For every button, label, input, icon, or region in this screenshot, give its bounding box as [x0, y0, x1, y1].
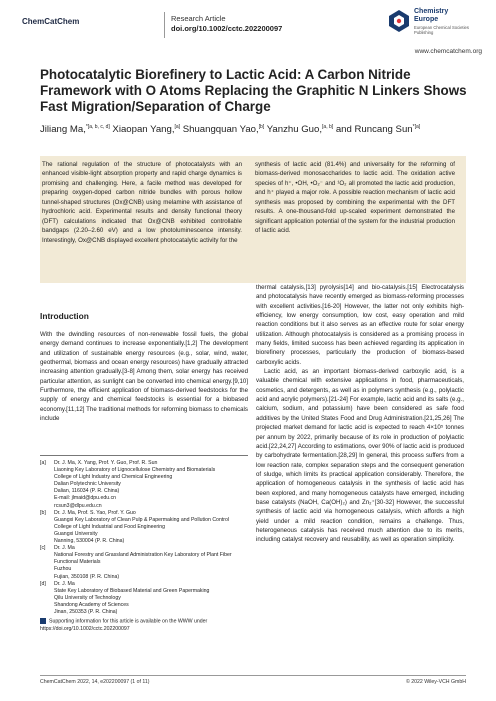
logo-subtitle: European Chemical Societies Publishing	[414, 25, 469, 35]
affiliation-row	[40, 524, 248, 531]
supporting-info-icon	[40, 618, 46, 624]
affiliation-row	[40, 538, 248, 545]
intro-left-column	[40, 330, 248, 423]
affiliation-tag	[40, 495, 54, 502]
affiliation-tag: [c]	[40, 545, 46, 552]
affiliation-text: College of Light Industrial and Food Engineering	[54, 523, 166, 530]
author-name[interactable]: and Runcang Sun	[333, 124, 413, 136]
article-title: Photocatalytic Biorefinery to Lactic Acid: A Carbon Nitride Framework with O Atoms Replacing the Graphitic N Linkers Shows Fast Migration/Separation of Charge	[40, 67, 467, 114]
affiliation-row	[40, 488, 248, 495]
affiliation-tag: [a]	[40, 460, 46, 466]
author-name[interactable]: Jiliang Ma,	[40, 124, 86, 136]
affiliation-row	[40, 566, 248, 573]
affiliation-row	[40, 460, 248, 467]
author-list	[40, 124, 480, 135]
supporting-info-text: Supporting information for this article is available on the WWW under https://doi.org/10.1002/cctc.202200097	[40, 618, 208, 632]
affiliation-tag	[40, 574, 54, 581]
affiliation-row	[40, 545, 248, 552]
affiliations	[40, 460, 248, 633]
header-divider	[164, 12, 165, 38]
author-affiliation: *[a]	[412, 124, 421, 130]
affiliation-tag	[40, 517, 54, 524]
affiliation-text: State Key Laboratory of Biobased Material and Green Papermaking	[54, 587, 210, 594]
affiliation-tag: [b]	[40, 509, 46, 516]
affiliation-text: College of Light Industry and Chemical Engineering	[54, 474, 173, 481]
intro-right-column	[256, 283, 464, 545]
affiliation-tag	[40, 566, 54, 573]
abstract-box	[40, 156, 466, 283]
logo-line2: Europe	[414, 16, 439, 23]
affiliation-text: Fuzhou	[54, 566, 72, 573]
affiliation-tag	[40, 609, 54, 616]
affiliation-text: Dr. J. Ma	[54, 580, 75, 587]
affiliation-tag	[40, 467, 54, 474]
affiliation-row	[40, 510, 248, 517]
affiliation-tag: [d]	[40, 580, 46, 587]
author-affiliation: [b]	[258, 124, 265, 130]
intro-paragraph: With the dwindling resources of non-renewable fossil fuels, the global energy demand continues to increase exponentially.[1,2] The development and utilization of sustainable energy resources (e.g., solar, wind, water, geothermal, biomass and ocean energy resources) have gradually attracted increasing attention gradually.[3-8] Among them, solar energy has received particular attention, as sunlight can be converted into chemical energy.[9,10] Furthermore, the efficient application of biomass-derived feedstocks for the supply of energy and chemical feedstocks is essential for a biobased economy.[11,12] The traditional methods for reforming biomass to chemicals include	[40, 331, 248, 423]
affiliation-text: Dr. J. Ma	[54, 545, 75, 552]
affiliation-text: Dalian, 116034 (P. R. China)	[54, 488, 120, 495]
affiliation-text: Qilu University of Technology	[54, 594, 121, 601]
author-name[interactable]: Shuangquan Yao,	[180, 124, 259, 136]
affiliation-text: Dr. J. Ma, X. Yang, Prof. Y. Guo, Prof. R. Sun	[54, 460, 158, 466]
affiliation-row	[40, 474, 248, 481]
affiliation-row	[40, 517, 248, 524]
author-name[interactable]: Xiaopan Yang,	[109, 124, 175, 136]
author-affiliation: [a, b]	[322, 124, 334, 130]
affiliation-text: Jinan, 250353 (P. R. China)	[54, 608, 118, 615]
affiliation-row	[40, 595, 248, 602]
affiliation-tag	[40, 588, 54, 595]
website-link[interactable]: www.chemcatchem.org	[414, 48, 482, 55]
intro-paragraph: Lactic acid, as an important biomass-derived carboxylic acid, is a valuable chemical with extensive applications in food, pharmaceuticals, cosmetics, and detergents, as well as in polymers synthesis (e.g., polylactic acid and acrylic polymers).[21-24] For example, lactic acid and its salts (e.g., calcium, sodium, and potassium) have been considered as safe food additives by the United States Food and Drug Administration.[21,25,26] The projected market demand for lactic acid is expected to reach 4×10⁵ tonnes per annum by 2022, primarily because of its role in production of polylactic acid.[22,24,27] According to estimations, over 90% of lactic acid is produced by carbohydrate fermentation.[28,29] In general, this process suffers from a low reaction rate, complex separation steps and the consequent generation of sludge, which limits its practical application considerably. Therefore, the application of homogeneous catalysis in the synthesis of lactic acid has been explored, and many homogeneous catalysts have emerged, including base catalysts (NaOH, Ca(OH)₂) and Zn₂⁺[30-32] However, the successful synthesis of lactic acid via homogeneous catalysis, which affords a high yield under a mild reaction condition, remains a challenge. Thus, heterogeneous catalysis has received much attention due to its merits, including catalyst recovery and reusability, as well as operation simplicity.	[256, 368, 464, 544]
abstract-right: synthesis of lactic acid (81.4%) and universality for the reforming of biomass-derived monosaccharides to lactic acid. The oxidation active species of h⁺, •OH, •O₂⁻ and ¹O₂ all promoted the lactic acid production, and h⁺ played a major role. A possible reaction mechanism of lactic acid synthesis was proposed by combining the experimental with the DFT results. A one-thousand-fold up-scaled experiment demonstrated the significant application potential of the system for the industrial production of lactic acid.	[255, 161, 455, 235]
affiliation-tag	[40, 481, 54, 488]
logo-line1: Chemistry	[414, 8, 449, 15]
affiliation-row	[40, 467, 248, 474]
affiliation-text: rcsun3@dlpu.edu.cn	[54, 502, 102, 509]
article-type: Research Article	[171, 14, 226, 23]
doi-link[interactable]: doi.org/10.1002/cctc.202200097	[171, 24, 283, 33]
affiliation-tag	[40, 602, 54, 609]
affiliation-row	[40, 503, 248, 510]
affiliation-text: National Forestry and Grassland Administration Key Laboratory of Plant Fiber Functional Materials	[54, 552, 232, 566]
affiliation-text: Guangxi University	[54, 530, 98, 537]
footer-copyright: © 2022 Wiley-VCH GmbH	[405, 679, 466, 685]
affiliation-text: Fujian, 350108 (P. R. China)	[54, 573, 120, 580]
chemistry-europe-logo[interactable]	[388, 6, 484, 38]
affiliation-row	[40, 602, 248, 609]
abstract-left: The rational regulation of the structure of photocatalysts with an enhanced visible-light absorption property and rapid charge dynamics is promising and challenging. Here, a facile method was developed for preparing oxygen-doped carbon nitride bundles with porous hollow tunnel-shaped structures (Ox@CNB) using melamine with assistance of hydrochloric acid. Experimental results and density functional theory (DFT) calculations indicated that Ox@CNB exhibited controllable bandgaps (2.20–2.60 eV) and a low photoluminescence intensity. Interestingly, Ox@CNB displayed excellent photocatalytic activity for the	[42, 161, 242, 244]
affiliation-text: Nanning, 530004 (P. R. China)	[54, 538, 125, 545]
affiliation-tag	[40, 503, 54, 510]
author-affiliation: *[a, b, c, d]	[85, 124, 110, 130]
affiliation-text: Liaoning Key Laboratory of Lignocellulose Chemistry and Biomaterials	[54, 467, 216, 474]
affiliation-row	[40, 574, 248, 581]
journal-name: ChemCatChem	[22, 17, 80, 26]
page-header	[0, 0, 496, 42]
affiliation-text: Guangxi Key Laboratory of Clean Pulp & Papermaking and Pollution Control	[54, 516, 230, 523]
affiliation-tag	[40, 595, 54, 602]
affiliation-text: Dr. J. Ma, Prof. S. Yao, Prof. Y. Guo	[54, 509, 136, 516]
affiliation-row	[40, 531, 248, 538]
footer-divider	[40, 675, 466, 676]
affiliation-row	[40, 495, 248, 502]
affiliation-tag	[40, 531, 54, 538]
affiliation-tag	[40, 552, 54, 566]
affiliation-tag	[40, 524, 54, 531]
affiliation-row	[40, 609, 248, 616]
affiliation-text: Dalian Polytechnic University	[54, 481, 121, 488]
affiliation-text: E-mail: jlmaid@dpu.edu.cn	[54, 495, 117, 502]
affiliation-tag	[40, 538, 54, 545]
affiliation-tag	[40, 488, 54, 495]
author-affiliation: [a]	[174, 124, 181, 130]
affiliation-text: Shandong Academy of Sciences	[54, 601, 129, 608]
author-name[interactable]: Yanzhu Guo,	[264, 124, 323, 136]
chemistry-europe-logo-icon	[388, 9, 410, 33]
affiliation-row	[40, 481, 248, 488]
affiliation-row	[40, 588, 248, 595]
intro-paragraph: thermal catalysis,[13] pyrolysis[14] and bio-catalysis.[15] Electrocatalysis and photocatalysis have recently emerged as biomass-reforming processes with excellent activities.[16-20] However, the latter not only exhibits high-efficiency, low energy consumption, low cost, easy operation and mild reaction conditions but it also serves as an effective route for solar energy utilization. Although photocatalysis is considered as a promising process in many fields, limited success has been achieved regarding its application in biorefinery processes, particularly the production of biomass-based carboxylic acids.	[256, 284, 464, 366]
affiliation-divider	[40, 455, 248, 456]
affiliation-row	[40, 552, 248, 566]
affiliation-row	[40, 581, 248, 588]
section-heading-introduction: Introduction	[40, 311, 89, 321]
footer-citation: ChemCatChem 2022, 14, e202200097 (1 of 11)	[40, 679, 150, 685]
supporting-info[interactable]	[40, 618, 248, 633]
affiliation-tag	[40, 474, 54, 481]
